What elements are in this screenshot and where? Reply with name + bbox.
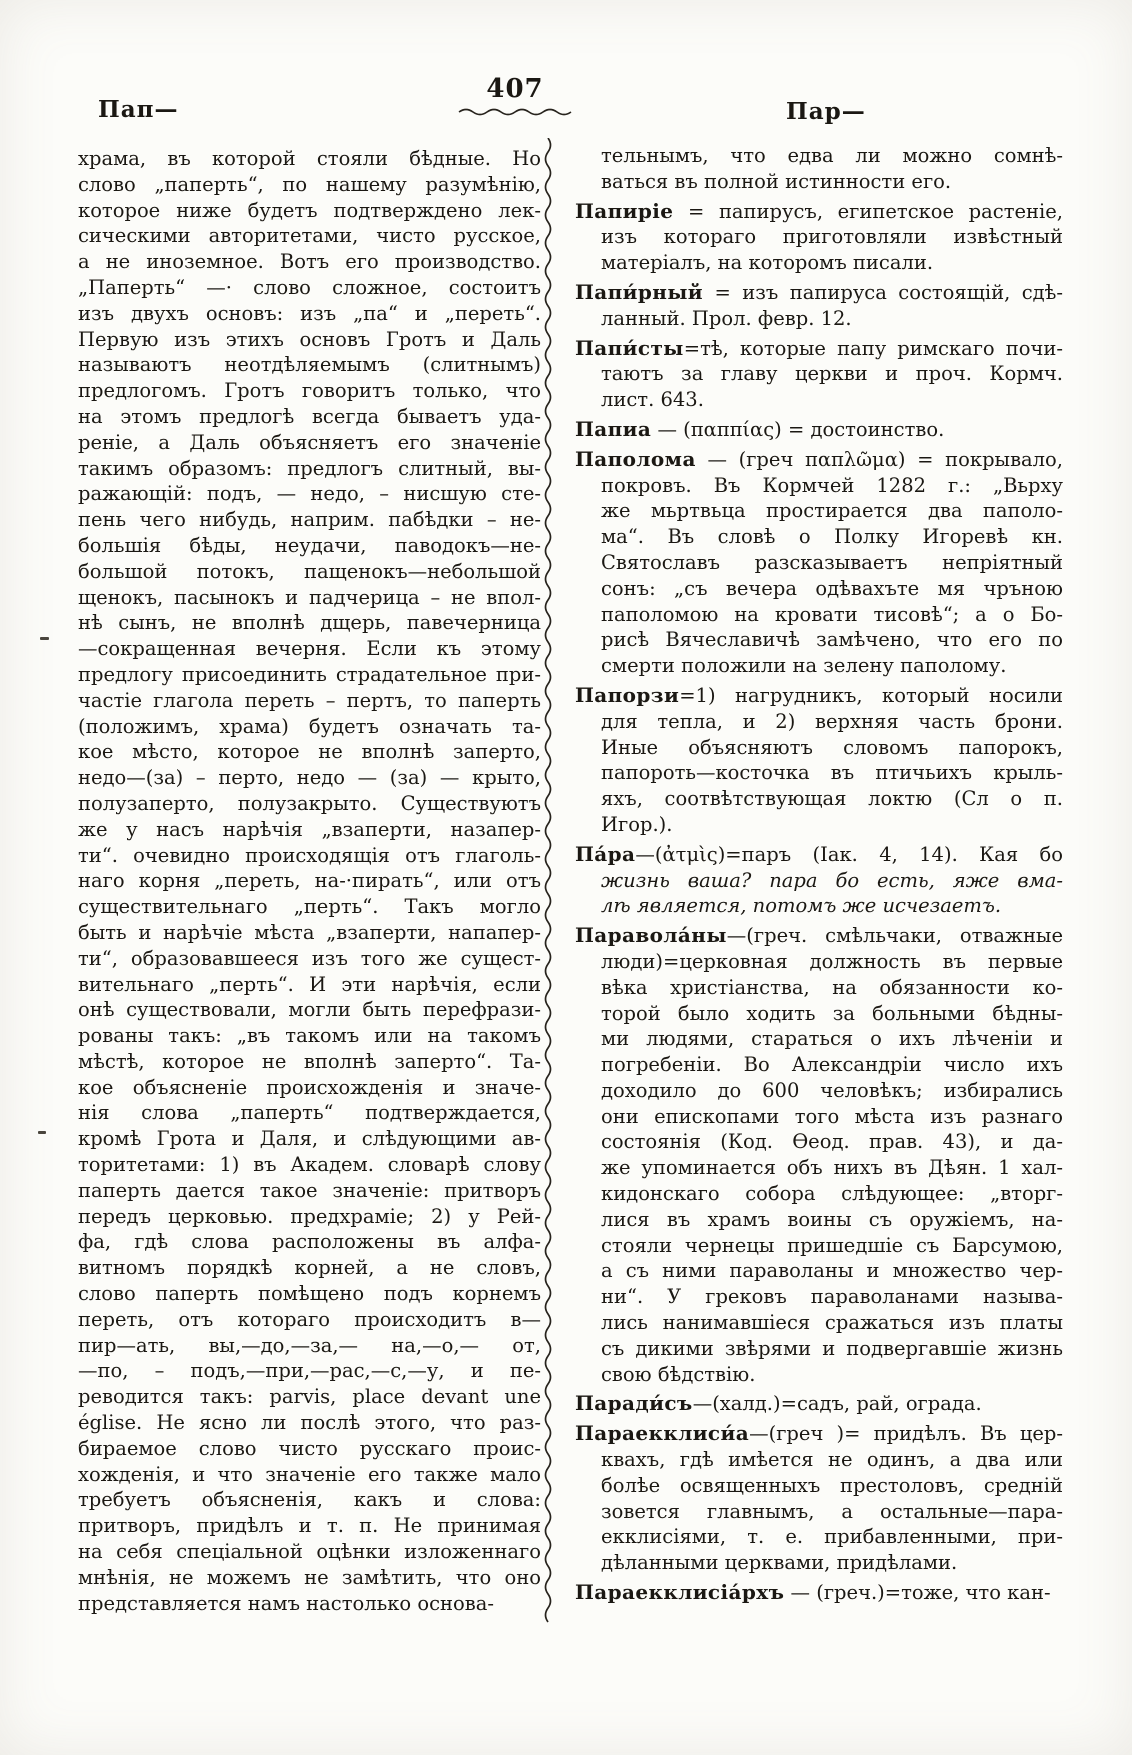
text-line: предлогу присоединить страдательное при- [78,662,541,686]
text-line: торитетами: 1) въ Академ. словарѣ слову [78,1153,541,1177]
text-line: а съ ними параволаны и множество чер- [601,1259,1063,1283]
text-line: а не иноземное. Вотъ его производство. [78,250,541,274]
text-line: Папиа — (παππίας) = достоинство. [575,416,945,441]
text-line: притворъ, придѣлъ и т. п. Не принимая [78,1514,541,1538]
text-line: кое объясненіе происхожденія и значе- [78,1075,541,1099]
wavy-underline-rule [457,105,573,119]
text-line: изъ котораго приготовляли извѣстный [601,225,1063,249]
text-line: требуетъ объясненія, какъ и слова: [78,1488,541,1512]
entry-headword: Папорзи [575,682,680,707]
text-line: слово паперть помѣщено подъ корнемъ [78,1282,541,1306]
text-line: свою бѣдствію. [601,1362,756,1386]
text-line: они епископами того мѣста изъ разнаго [601,1104,1063,1128]
text-line: Первую изъ этихъ основъ Гротъ и Даль [78,327,541,351]
text-line: сонъ: „съ вечера одѣвахъте мя чръною [601,576,1063,600]
text-line: паперть дается такое значеніе: притворъ [78,1178,541,1202]
dictionary-entry [575,417,1063,443]
text-line: —по, – подъ,—при,—рас,—с,—у, и пе- [78,1359,541,1383]
text-line: яхъ, соотвѣтствующая локтю (Сл о п. [601,787,1063,811]
text-line: рисѣ Вячеславичѣ замѣчено, что его по [601,628,1063,652]
text-line: изъ двухъ основъ: изъ „па“ и „переть“. [78,301,541,325]
text-line: ни“. У грековъ параволанами называ- [601,1285,1063,1309]
text-line: быть и нарѣчіе мѣста „взаперти, напапер- [78,920,541,944]
text-line: сическими авторитетами, чисто русское, [78,224,541,248]
text-line: Па́ра—(ἀτμὶς)=паръ (Іак. 4, 14). Кая бо [575,841,1063,866]
text-line: лѣ является, потомъ же исчезаетъ. [601,894,1002,918]
text-line: же мьртвьца простирается два паполо- [601,499,1063,523]
text-line: Параекклиси́а—(греч )= придѣлъ. Въ цер- [575,1421,1063,1446]
entry-headword: Папиріе [575,198,674,223]
running-head-left: Пап— [98,96,179,123]
text-line: вѣка христіанства, на обязанности ко- [601,975,1063,999]
text-line: полузаперто, полузакрыто. Существуютъ [78,791,541,815]
text-line: же упоминается объ нихъ въ Дѣян. 1 хал- [601,1156,1063,1180]
text-line: ми людями, стараться о ихъ лѣченіи и [601,1027,1063,1051]
text-line: рованы такъ: „въ такомъ или на такомъ [78,1024,541,1048]
text-line: папороть—косточка въ птичьихъ крыль- [601,761,1063,785]
text-line: (положимъ, храма) будетъ означать та- [78,714,541,738]
text-line: ражающій: подъ, — недо, – нисшую сте- [78,482,541,506]
text-line: ти“. очевидно происходящія отъ глаголь- [78,843,541,867]
text-line: „Паперть“ —· слово сложное, состоитъ [78,275,541,299]
scan-speck [40,637,49,640]
text-line: болѣе освященныхъ престоловъ, средній [601,1473,1063,1497]
scan-speck [38,1131,46,1134]
text-line: église. Не ясно ли послѣ этого, что раз- [78,1411,541,1435]
dictionary-entry [575,923,1063,1387]
left-column [78,146,541,1616]
text-line: переть, отъ котораго происходитъ в— [78,1307,541,1331]
entry-headword: Паравола́ны [575,923,727,948]
dictionary-entry [575,1580,1063,1606]
text-line: Иные объясняютъ словомъ папорокъ, [601,735,1063,759]
text-line: покровъ. Въ Кормчей 1282 г.: „Вьрху [601,473,1063,497]
column-divider-wavy-line [541,138,555,1630]
page-number-block [425,74,605,119]
text-line: лися въ храмъ воины съ оружіемъ, на- [601,1207,1063,1231]
entry-headword: Параекклиси́а [575,1421,750,1446]
text-line: кидонскаго собора слѣдующее: „вторг- [601,1182,1063,1206]
text-line: паполомою на кровати тисовѣ“; а о Бо- [601,602,1063,626]
text-line: фа, гдѣ слова расположены въ алфа- [78,1230,541,1254]
dictionary-entry [575,683,1063,838]
text-line: Паполома — (греч παπλῶμα) = покрывало, [575,446,1063,471]
text-line: ланный. Прол. февр. 12. [601,306,852,330]
entry-headword: Паполома [575,446,696,471]
text-line: пень чего нибудь, наприм. пабѣдки – не- [78,508,541,532]
text-line: Папи́сты=тѣ, которые папу римскаго почи- [575,335,1063,360]
text-line: передъ церковью. предхраміе; 2) у Рей- [78,1204,541,1228]
text-line: кое мѣсто, которое не вполнѣ заперто, [78,740,541,764]
text-line: на этомъ предлогѣ всегда бываетъ уда- [78,404,541,428]
text-line: Паравола́ны—(греч. смѣльчаки, отважные [575,923,1063,948]
text-line: состоянія (Код. Ѳеод. прав. 43), и да- [601,1130,1063,1154]
text-line: большой потокъ, пащенокъ—небольшой [78,559,541,583]
text-line: наго корня „переть, на-·пирать“, или отъ [78,869,541,893]
dictionary-entry [575,199,1063,276]
text-line: дѣланными церквами, придѣлами. [601,1551,958,1575]
text-line: матеріалъ, на которомъ писали. [601,251,934,275]
text-line: Папорзи=1) нагрудникъ, который носили [575,682,1063,707]
text-line: реводится такъ: parvis, place devant une [78,1385,541,1409]
entry-headword: Папиа [575,416,652,441]
text-line: мнѣнія, не можемъ не замѣтить, что оно [78,1565,541,1589]
text-line: называютъ неотдѣляемымъ (слитнымъ) [78,353,541,377]
dictionary-entry [575,842,1063,919]
text-line: торой было ходить за больными бѣдны- [601,1001,1063,1025]
text-line: реніе, а Даль объясняетъ его значеніе [78,430,541,454]
text-line: Параекклисіа́рхъ — (греч.)=тоже, что кан- [575,1580,1051,1605]
text-line: недо—(за) – перто, недо — (за) — крыто, [78,766,541,790]
entry-headword: Папи́сты [575,335,684,360]
text-line: тельнымъ, что едва ли можно сомнѣ- [601,144,1063,167]
text-line: Папи́рный = изъ папируса состоящій, сдѣ- [575,279,1063,304]
text-line: существительнаго „перть“. Такъ могло [78,895,541,919]
text-line: погребеніи. Во Александріи число ихъ [601,1053,1063,1077]
text-line: на себя спеціальной оцѣнки изложеннаго [78,1540,541,1564]
text-line: витномъ порядкѣ корней, а не словъ, [78,1256,541,1280]
text-line: кромѣ Грота и Даля, и слѣдующими ав- [78,1127,541,1151]
dictionary-entry [575,447,1063,679]
text-line: ти“, образовавшееся изъ того же сущест- [78,946,541,970]
dictionary-entry [575,143,1063,195]
text-line: слово „паперть“, по нашему разумѣнію, [78,172,541,196]
text-line: съ дикими звѣрями и подвергавшіе жизнь [601,1336,1063,1360]
text-line: пир—ать, вы,—до,—за,— на,—о,— от, [78,1333,541,1357]
text-line: —сокращенная вечерня. Если къ этому [78,637,541,661]
text-line: лист. 643. [601,388,704,412]
text-line: большія бѣды, неудачи, паводокъ—не- [78,533,541,557]
text-line: вительнаго „перть“. И эти нарѣчія, если [78,972,541,996]
text-line: частіе глагола переть – пертъ, то паперть [78,688,541,712]
page-number: 407 [486,74,544,104]
text-line: ма“. Въ словѣ о Полку Игоревѣ кн. [601,525,1063,549]
dictionary-entry [575,1421,1063,1576]
text-line: храма, въ которой стояли бѣдные. Но [78,147,541,170]
text-line: Святославъ разсказываетъ непріятный [601,550,1063,574]
dictionary-entry [575,336,1063,413]
text-line: онѣ существовали, могли быть перефрази- [78,998,541,1022]
entry-headword: Паради́съ [575,1391,693,1416]
text-line: которое ниже будетъ подтверждено лек- [78,198,541,222]
text-line: мѣстѣ, которое не вполнѣ заперто“. Та- [78,1049,541,1073]
right-column [575,143,1063,1606]
text-line: бираемое слово чисто русскаго проис- [78,1436,541,1460]
entry-headword: Па́ра [575,841,636,866]
text-line: Игор.). [601,812,673,836]
text-line: щенокъ, пасынокъ и падчерица – не впол- [78,585,541,609]
text-line: Папиріе = папирусъ, египетское растеніе, [575,198,1063,223]
entry-headword: Параекклисіа́рхъ [575,1580,785,1605]
text-line: такимъ образомъ: предлогъ слитный, вы- [78,456,541,480]
text-line: жизнь ваша? пара бо есть, яже вма- [601,868,1063,892]
text-line: квахъ, гдѣ имѣется не одинъ, а два или [601,1448,1063,1472]
text-line: нѣ сынъ, не вполнѣ дщерь, павечерница [78,611,541,635]
dictionary-entry [575,1391,1063,1417]
text-line: ваться въ полной истинности его. [601,169,952,193]
text-line: люди)=церковная должность въ первые [601,949,1063,973]
running-head-right: Пар— [786,98,866,125]
entry-headword: Папи́рный [575,279,704,304]
text-line: смерти положили на зелену паполому. [601,654,1007,678]
dictionary-entry [575,280,1063,332]
text-line: же у насъ нарѣчія „взаперти, назапер- [78,817,541,841]
text-line: хожденія, и что значеніе его также мало [78,1462,541,1486]
text-line: нія слова „паперть“ подтверждается, [78,1101,541,1125]
text-line: зовется главнымъ, а остальные—пара- [601,1499,1063,1523]
text-line: екклисіями, т. е. прибавленными, при- [601,1525,1063,1549]
text-line: предлогомъ. Гротъ говоритъ только, что [78,379,541,403]
text-line: таютъ за главу церкви и проч. Кормч. [601,362,1063,386]
text-line: стояли чернецы пришедшіе съ Барсумою, [601,1233,1063,1257]
text-line: доходило до 600 человѣкъ; избирались [601,1078,1063,1102]
text-line: для тепла, и 2) верхняя часть брони. [601,709,1063,733]
text-line: представляется намъ настолько основа- [78,1591,494,1615]
text-line: лись нанимавшіеся сражаться изъ платы [601,1311,1063,1335]
text-line: Паради́съ—(халд.)=садъ, рай, ограда. [575,1391,982,1416]
